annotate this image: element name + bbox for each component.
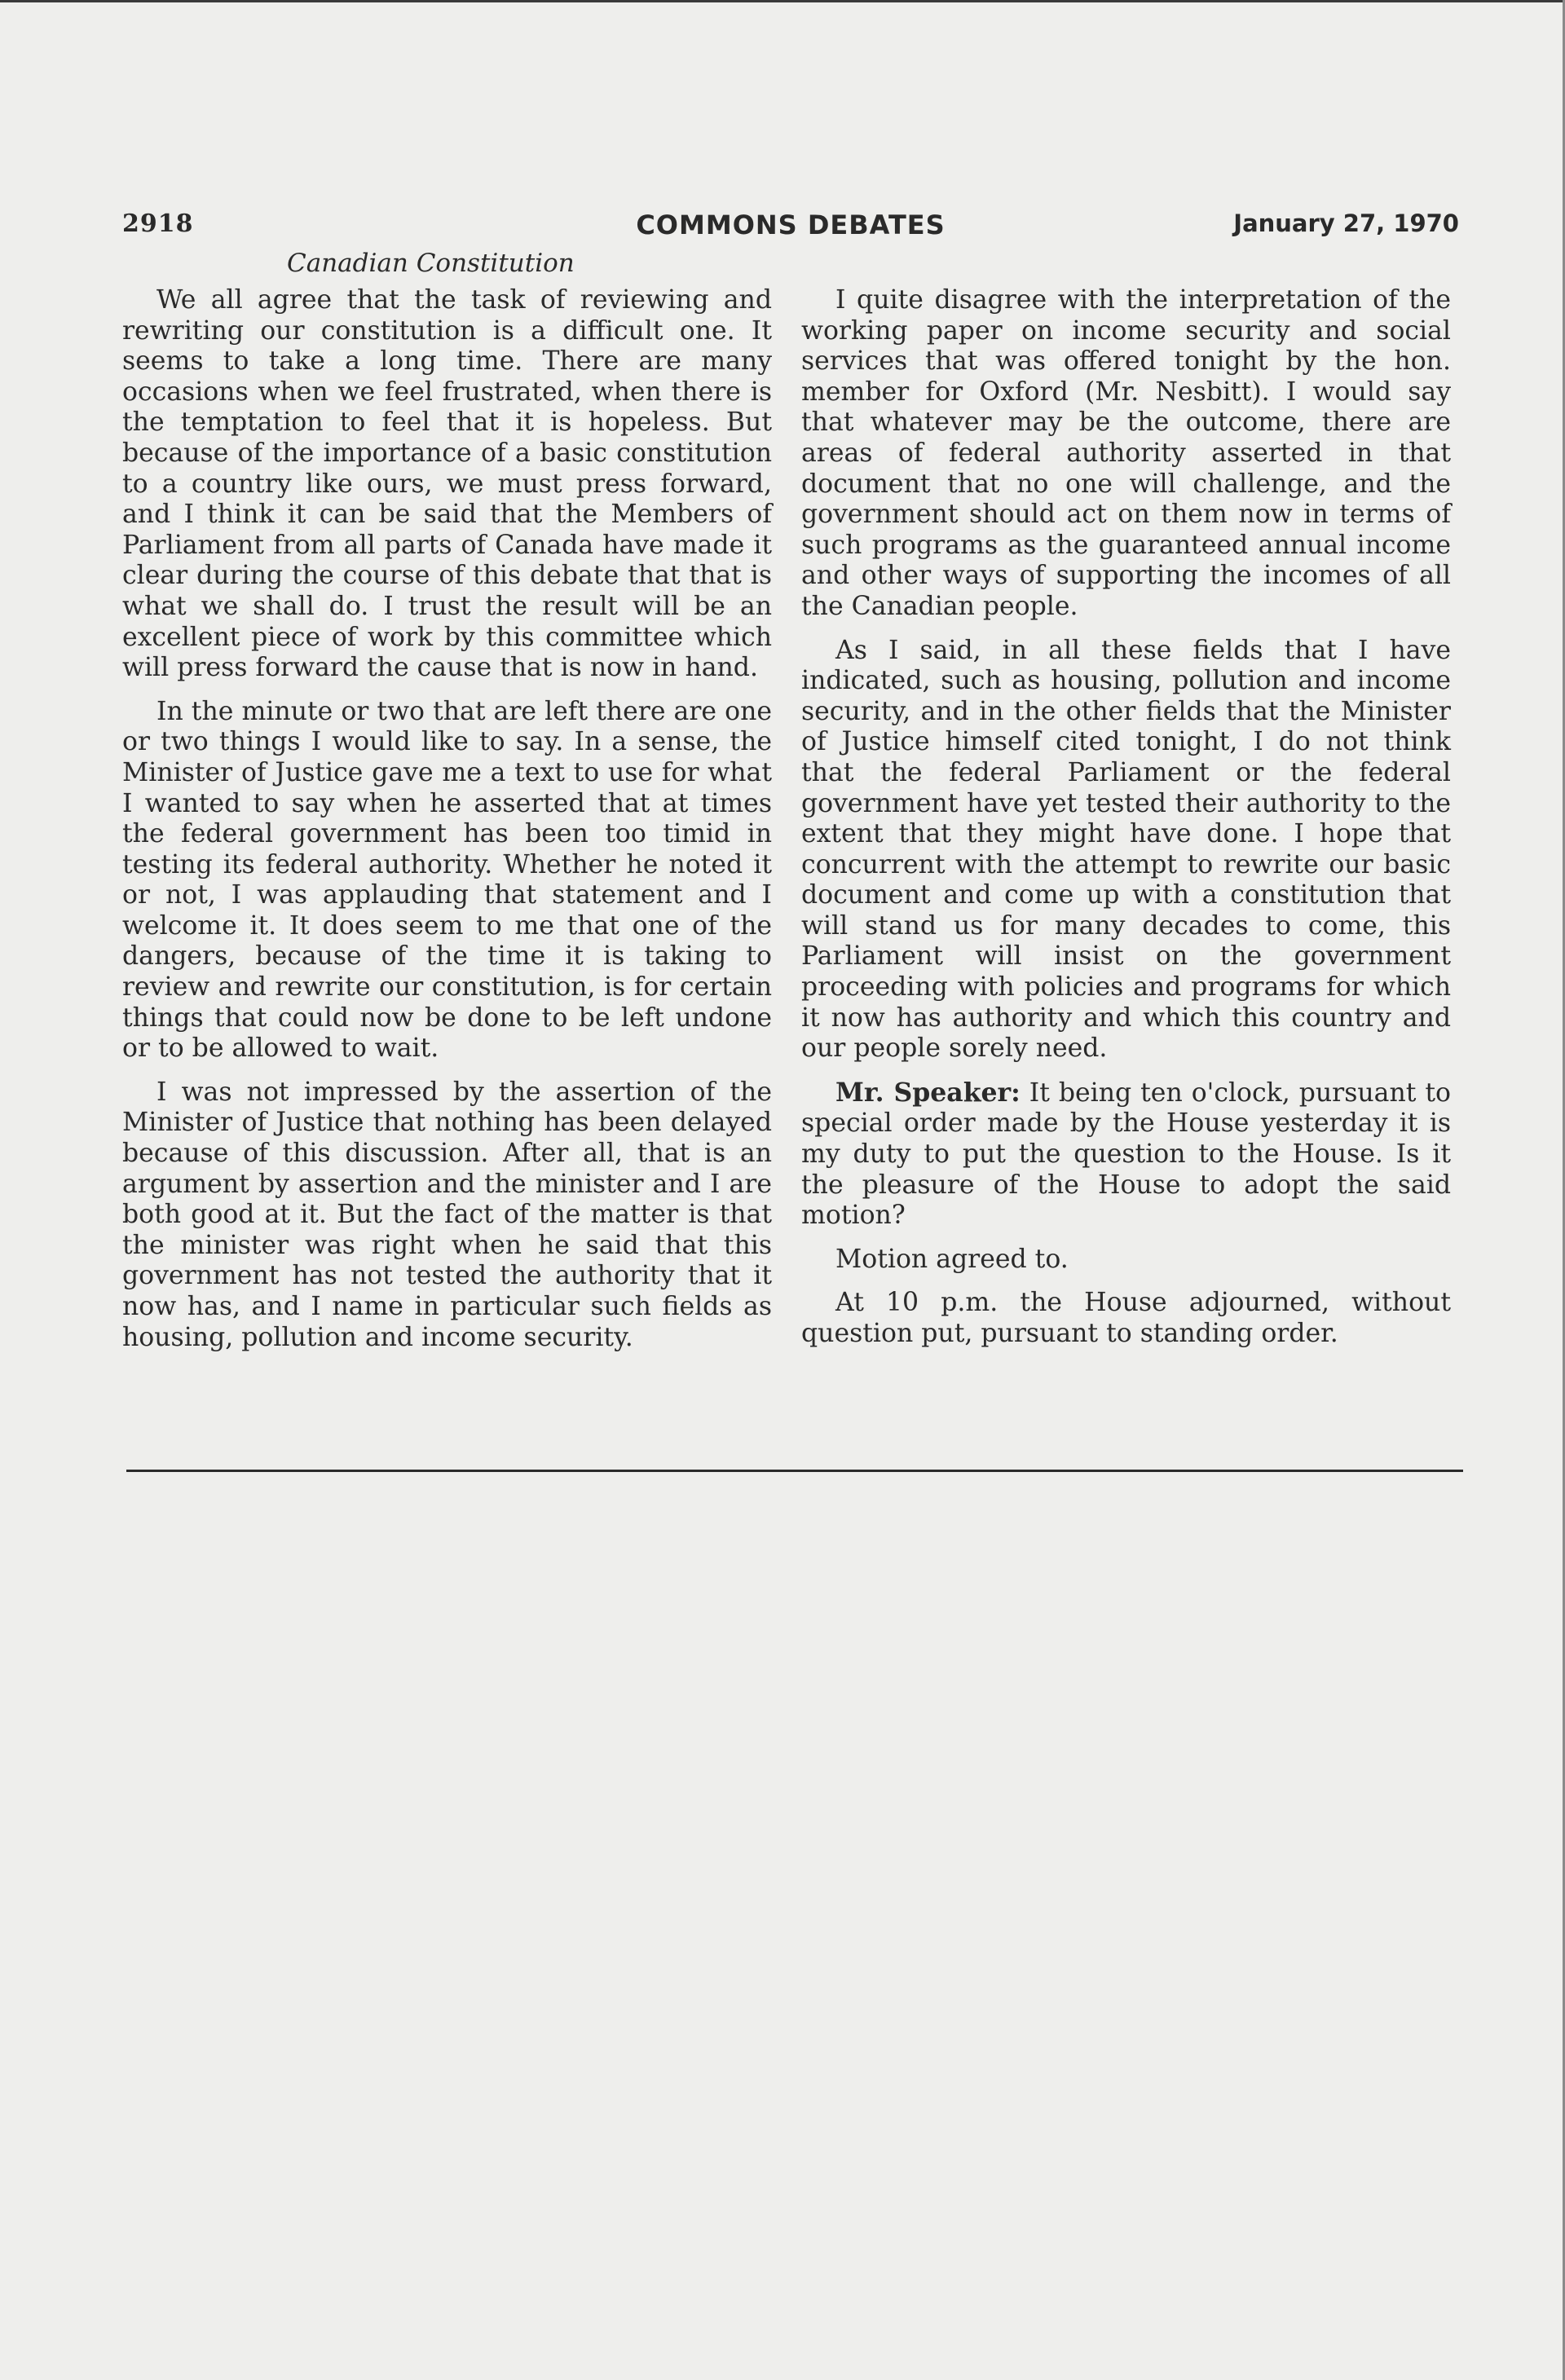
paragraph: We all agree that the task of reviewing and rewriting our constitution is a difficult one. It seems to take a long time. There are many occasions when we feel frustrated, when there is the temptation to feel that it is hopeless. But because of the importance of a basic constitution to a country like ours, we must press forward, and I think it can be said that the Members of Parliament from all parts of Canada have made it clear during the course of this debate that that is what we shall do. I trust the result will be an excellent piece of work by this committee which will press forward the cause that is now in hand. (122, 285, 772, 683)
adjournment-note: At 10 p.m. the House adjourned, without question put, pursuant to standing order. (801, 1288, 1451, 1348)
page-header (122, 209, 1459, 242)
paragraph: I quite disagree with the interpretation of the working paper on income security and social services that was offered tonight by the hon. member for Oxford (Mr. Nesbitt). I would say that whatever may be the outcome, there are areas of federal authority asserted in that document that no one will challenge, and the government should act on them now in terms of such programs as the guaranteed annual income and other ways of supporting the incomes of all the Canadian people. (801, 285, 1451, 621)
header-date: January 27, 1970 (1233, 209, 1459, 237)
left-column (122, 285, 772, 1366)
scan-edge-top (0, 0, 1565, 2)
paragraph: As I said, in all these fields that I have indicated, such as housing, pollution and income security, and in the other fields that the Minister of Justice himself cited tonight, I do not think that the federal Parliament or the federal government have yet tested their authority to the extent that they might have done. I hope that concurrent with the attempt to rewrite our basic document and come up with a constitution that will stand us for many decades to come, this Parliament will insist on the government proceeding with policies and programs for which it now has authority and which this country and our people sorely need. (801, 635, 1451, 1064)
paragraph: In the minute or two that are left there are one or two things I would like to say. In a sense, the Minister of Justice gave me a text to use for what I wanted to say when he asserted that at times the federal government has been too timid in testing its federal authority. Whether he noted it or not, I was applauding that statement and I welcome it. It does seem to me that one of the dangers, because of the time it is taking to review and rewrite our constitution, is for certain things that could now be done to be left undone or to be allowed to wait. (122, 696, 772, 1064)
right-column (801, 285, 1451, 1363)
section-heading: Canadian Constitution (287, 249, 575, 278)
end-rule (126, 1470, 1463, 1472)
speaker-paragraph (801, 1078, 1451, 1232)
motion-result: Motion agreed to. (835, 1244, 1069, 1274)
speaker-name: Mr. Speaker: (835, 1077, 1021, 1108)
page-number: 2918 (122, 209, 194, 238)
paragraph: I was not impressed by the assertion of the Minister of Justice that nothing has been delayed because of this discussion. After all, that is an argument by assertion and the minister and I are both good at it. But the fact of the matter is that the minister was right when he said that this government has not tested the authority that it now has, and I name in particular such fields as housing, pollution and income security. (122, 1077, 772, 1352)
speaker-text: It being ten o'clock, pursuant to special order made by the House yesterday it is my duty to put the question to the House. Is it the pleasure of the House to adopt the said motion? (801, 1078, 1451, 1231)
publication-title: COMMONS DEBATES (636, 209, 946, 240)
